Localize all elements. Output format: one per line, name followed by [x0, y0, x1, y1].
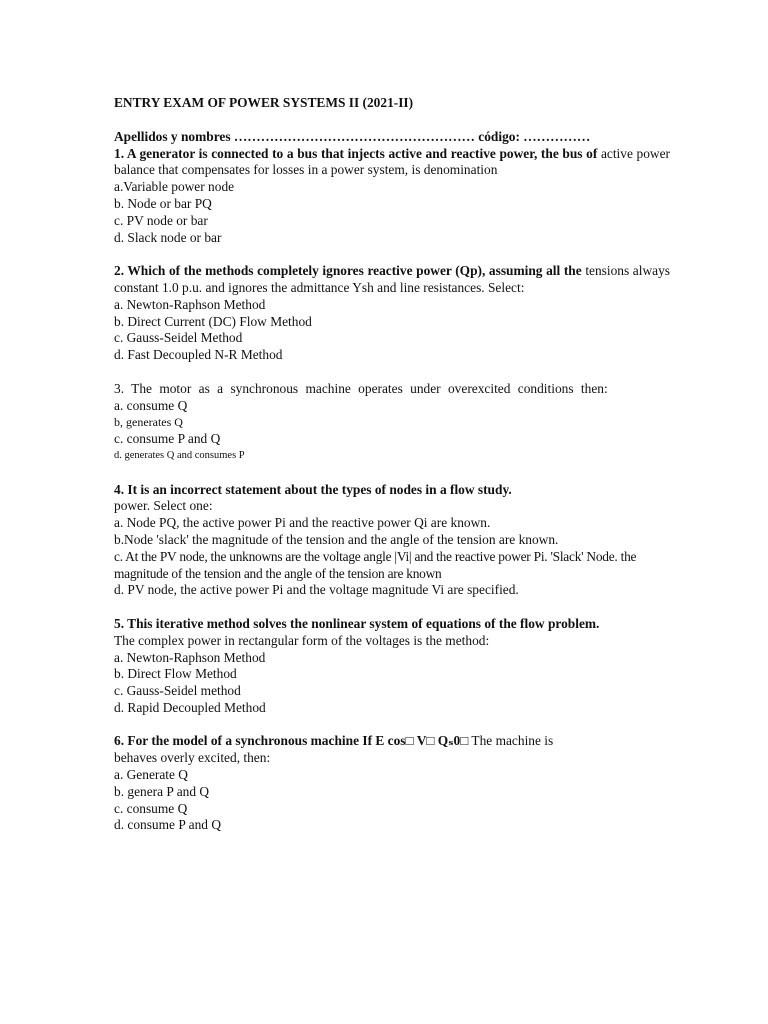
question-1-text [114, 146, 670, 180]
question-3-option-a: a. consume Q [114, 397, 188, 413]
question-4-option-a: a. Node PQ, the active power Pi and the reactive power Qi are known. [114, 515, 491, 531]
question-5-option-a: a. Newton-Raphson Method [114, 649, 266, 665]
question-3-option-d: d. generates Q and consumes P [114, 449, 245, 461]
question-5-rest: The complex power in rectangular form of the voltages is the method: [114, 632, 490, 648]
question-3-text: 3. The motor as a synchronous machine operates under overexcited conditions then: [114, 380, 608, 396]
question-4-lead: 4. It is an incorrect statement about the types of nodes in a flow study. [114, 481, 512, 497]
name-and-code-line: Apellidos y nombres ……………………………………………… código: …………… [114, 128, 591, 144]
question-4-option-c: c. At the PV node, the unknowns are the voltage angle |Vi| and the reactive power Pi. 'Slack' Node. the magnitude of the tension and the angle of the tension are known [114, 548, 637, 581]
question-4-rest: power. Select one: [114, 498, 213, 514]
question-6-rest: behaves overly excited, then: [114, 750, 271, 766]
question-2-rest: tensions always constant 1.0 p.u. and ignores the admittance Ysh and line resistances. Select: [114, 263, 670, 295]
question-5-lead: 5. This iterative method solves the nonlinear system of equations of the flow problem. [114, 615, 600, 631]
question-6-option-a: a. Generate Q [114, 767, 188, 783]
question-3-option-b: b, generates Q [114, 415, 183, 430]
question-2 [114, 263, 670, 364]
question-2-text [114, 263, 670, 297]
exam-title: ENTRY EXAM OF POWER SYSTEMS II (2021-II) [114, 95, 414, 110]
question-1 [114, 146, 670, 247]
question-3-option-c: c. consume P and Q [114, 431, 221, 447]
question-2-option-b: b. Direct Current (DC) Flow Method [114, 313, 312, 329]
question-6 [114, 733, 670, 834]
question-1-rest: active power balance that compensates for losses in a power system, is denomination [114, 145, 670, 178]
question-4-option-d: d. PV node, the active power Pi and the voltage magnitude Vi are specified. [114, 582, 519, 598]
question-2-option-a: a. Newton-Raphson Method [114, 296, 266, 312]
question-5-option-b: b. Direct Flow Method [114, 666, 237, 682]
question-6-text [114, 733, 670, 750]
question-1-option-a: a.Variable power node [114, 179, 235, 195]
question-5-option-d: d. Rapid Decoupled Method [114, 699, 266, 715]
question-5-option-c: c. Gauss-Seidel method [114, 683, 241, 699]
question-6-option-b: b. genera P and Q [114, 783, 210, 799]
exam-document [114, 95, 670, 851]
question-1-option-c: c. PV node or bar [114, 212, 208, 228]
question-6-lead: 6. For the model of a synchronous machine If E cos□ V□ Qₛ0□ [114, 733, 469, 749]
question-6-option-c: c. consume Q [114, 800, 188, 816]
question-6-lead-rest: The machine is [468, 733, 554, 749]
question-6-option-d: d. consume P and Q [114, 817, 221, 833]
question-1-lead: 1. A generator is connected to a bus that injects active and reactive power, the bus of [114, 145, 598, 161]
question-2-option-d: d. Fast Decoupled N-R Method [114, 347, 283, 363]
question-2-option-c: c. Gauss-Seidel Method [114, 330, 243, 346]
question-4-option-b: b.Node 'slack' the magnitude of the tension and the angle of the tension are known. [114, 531, 559, 547]
question-4 [114, 482, 670, 600]
question-5 [114, 616, 670, 717]
question-1-option-b: b. Node or bar PQ [114, 195, 212, 211]
question-1-option-d: d. Slack node or bar [114, 229, 222, 245]
question-2-lead: 2. Which of the methods completely ignores reactive power (Qp), assuming all the [114, 263, 582, 279]
question-3 [114, 381, 670, 465]
